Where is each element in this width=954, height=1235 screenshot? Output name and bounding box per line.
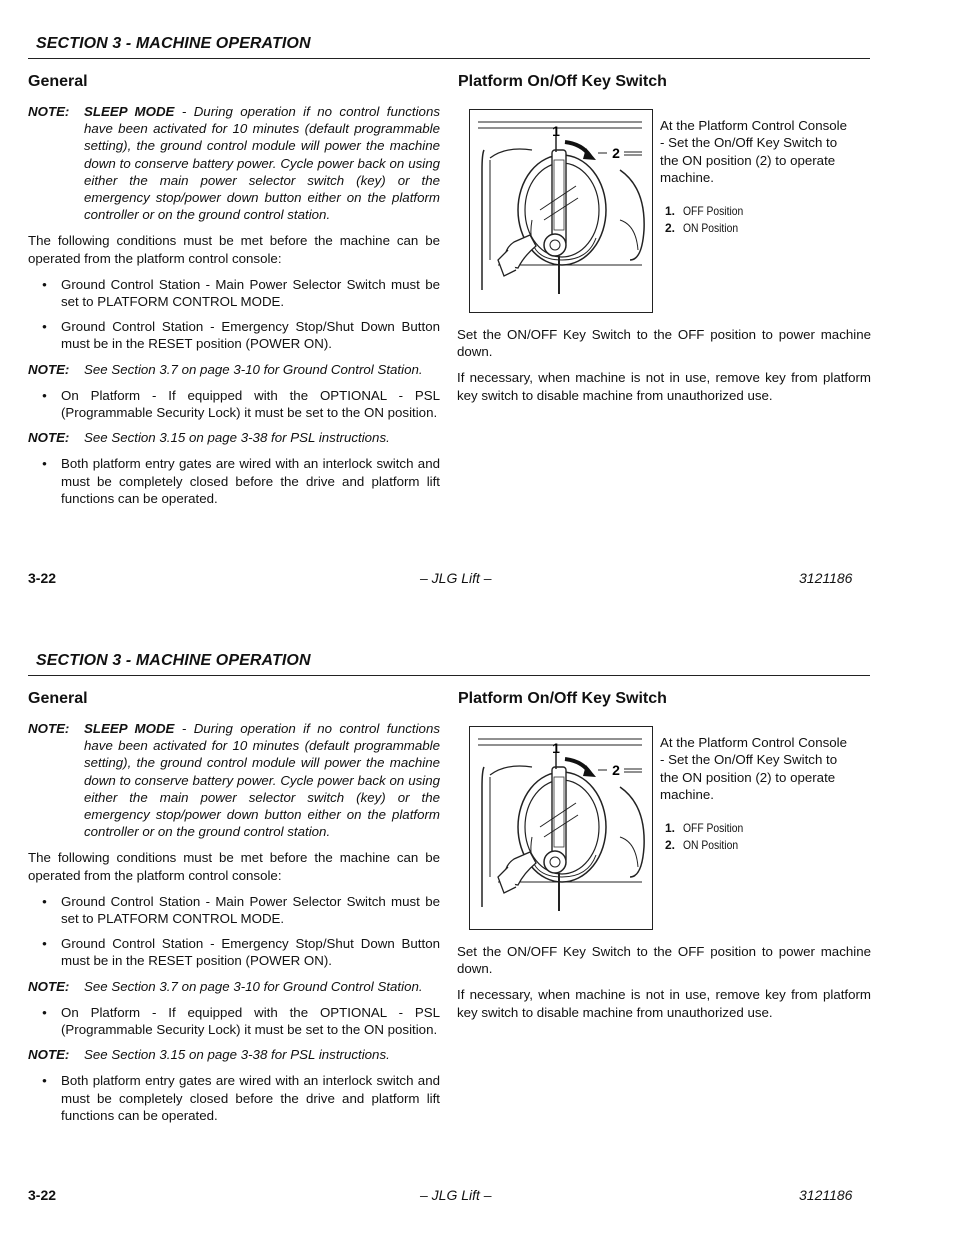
list-item: • On Platform - If equipped with the OPTIONAL - PSL (Programmable Security Lock) it must be set to the ON position. [42, 1004, 440, 1038]
document-number: 3121186 [799, 570, 853, 586]
note-text: - During operation if no control functions have been activated for 10 minutes (default programmable setting), the ground control module will power the machine down to conserve battery power. Cycle power back on using either the main power selector switch (key) or the emergency stop/power down button either on the platform controller or on the ground control station. [84, 721, 440, 840]
note-label: NOTE: [28, 1047, 70, 1063]
off-paragraph-text: Set the ON/OFF Key Switch to the OFF position to power machine down. [457, 944, 871, 977]
left-column [28, 103, 440, 515]
list-item: • Both platform entry gates are wired with an interlock switch and must be completely closed before the drive and platform lift functions can be operated. [42, 1073, 440, 1123]
note-body [84, 103, 440, 223]
list-item: • Ground Control Station - Emergency Stop/Shut Down Button must be in the RESET position (POWER ON). [42, 319, 440, 352]
list-item: • Both platform entry gates are wired with an interlock switch and must be completely closed before the drive and platform lift functions can be operated. [42, 456, 440, 506]
figure-caption: At the Platform Control Console - Set the On/Off Key Switch to the ON position (2) to operate machine. [660, 735, 847, 803]
note-text: See Section 3.7 on page 3-10 for Ground Control Station. [84, 361, 423, 377]
list-item-text: Ground Control Station - Main Power Selector Switch must be set to PLATFORM CONTROL MODE. [61, 276, 440, 310]
note-text: See Section 3.7 on page 3-10 for Ground Control Station. [84, 978, 423, 994]
remove-key-paragraph: If necessary, when machine is not in use, remove key from platform key switch to disable machine from unauthorized use. [457, 370, 871, 403]
note-lead: SLEEP MODE [84, 721, 175, 736]
list-item: • Ground Control Station - Main Power Selector Switch must be set to PLATFORM CONTROL MODE. [42, 276, 440, 310]
callout-1: 1 [552, 123, 560, 139]
figure-legend [665, 820, 753, 855]
legend-text: ON Position [683, 838, 739, 853]
note-text: See Section 3.15 on page 3-38 for PSL instructions. [84, 430, 390, 446]
off-paragraph [457, 326, 871, 413]
note-text: See Section 3.15 on page 3-38 for PSL instructions. [84, 1047, 390, 1063]
sleep-mode-note [28, 103, 440, 223]
note-label: NOTE: [28, 430, 70, 446]
note-text: - During operation if no control functions have been activated for 10 minutes (default programmable setting), the ground control module will power the machine down to conserve battery power. Cycle power back on using either the main power selector switch (key) or the emergency stop/power down button either on the platform controller or on the ground control station. [84, 104, 440, 223]
figure-legend [665, 203, 753, 238]
off-paragraph-text: Set the ON/OFF Key Switch to the OFF position to power machine down. [457, 327, 871, 360]
key-switch-figure [469, 109, 653, 313]
intro-paragraph: The following conditions must be met before the machine can be operated from the platform control console: [28, 233, 440, 266]
manual-page [0, 0, 954, 617]
list-item-text: Ground Control Station - Emergency Stop/Shut Down Button must be in the RESET position (POWER ON). [61, 936, 440, 969]
key-switch-heading: Platform On/Off Key Switch [458, 690, 667, 707]
list-item: • On Platform - If equipped with the OPTIONAL - PSL (Programmable Security Lock) it must be set to the ON position. [42, 387, 440, 421]
callout-2: 2 [612, 145, 620, 161]
key-switch-illustration [470, 110, 652, 312]
figure-caption: At the Platform Control Console - Set the On/Off Key Switch to the ON position (2) to operate machine. [660, 118, 847, 186]
key-switch-figure [469, 726, 653, 930]
list-item-text: On Platform - If equipped with the OPTIONAL - PSL (Programmable Security Lock) it must be set to the ON position. [61, 387, 440, 421]
list-item-text: Both platform entry gates are wired with an interlock switch and must be completely closed before the drive and platform lift functions can be operated. [61, 1073, 440, 1123]
intro-paragraph: The following conditions must be met before the machine can be operated from the platform control console: [28, 850, 440, 883]
header-rule [28, 675, 870, 676]
list-item: • Ground Control Station - Main Power Selector Switch must be set to PLATFORM CONTROL MODE. [42, 893, 440, 927]
section-title: SECTION 3 - MACHINE OPERATION [36, 652, 311, 669]
legend-item [665, 820, 753, 837]
list-item-text: Ground Control Station - Main Power Selector Switch must be set to PLATFORM CONTROL MODE. [61, 893, 440, 927]
key-switch-heading: Platform On/Off Key Switch [458, 73, 667, 90]
left-column [28, 720, 440, 1132]
note-label: NOTE: [28, 721, 70, 736]
legend-item [665, 203, 753, 220]
list-item-text: Ground Control Station - Emergency Stop/Shut Down Button must be in the RESET position (POWER ON). [61, 319, 440, 352]
document-number: 3121186 [799, 1187, 853, 1203]
general-heading: General [28, 690, 88, 707]
ground-station-note [28, 978, 440, 995]
remove-key-paragraph: If necessary, when machine is not in use, remove key from platform key switch to disable machine from unauthorized use. [457, 987, 871, 1020]
general-heading: General [28, 73, 88, 90]
key-switch-illustration [470, 727, 652, 929]
note-label: NOTE: [28, 361, 70, 377]
legend-text: ON Position [683, 221, 739, 236]
page-number: 3-22 [28, 570, 57, 586]
footer-center: – JLG Lift – [420, 1187, 492, 1203]
page-number: 3-22 [28, 1187, 57, 1203]
psl-note [28, 429, 440, 446]
legend-num: 1. [665, 821, 676, 835]
legend-num: 1. [665, 204, 676, 218]
ground-station-note [28, 361, 440, 378]
legend-text: OFF Position [683, 821, 744, 835]
callout-2: 2 [612, 762, 620, 778]
psl-note [28, 1046, 440, 1063]
list-item-text: On Platform - If equipped with the OPTIONAL - PSL (Programmable Security Lock) it must be set to the ON position. [61, 1004, 440, 1038]
note-lead: SLEEP MODE [84, 104, 175, 119]
legend-item [665, 837, 753, 854]
callout-1: 1 [552, 740, 560, 756]
section-title: SECTION 3 - MACHINE OPERATION [36, 35, 311, 52]
legend-text: OFF Position [683, 204, 744, 218]
footer-center: – JLG Lift – [420, 570, 492, 586]
legend-num: 2. [665, 221, 676, 236]
header-rule [28, 58, 870, 59]
sleep-mode-note [28, 720, 440, 840]
legend-num: 2. [665, 838, 676, 853]
off-paragraph [457, 943, 871, 1030]
note-label: NOTE: [28, 978, 70, 994]
note-label: NOTE: [28, 104, 70, 119]
legend-item [665, 220, 753, 237]
list-item: • Ground Control Station - Emergency Stop/Shut Down Button must be in the RESET position (POWER ON). [42, 936, 440, 969]
list-item-text: Both platform entry gates are wired with an interlock switch and must be completely closed before the drive and platform lift functions can be operated. [61, 456, 440, 506]
note-body [84, 720, 440, 840]
manual-page [0, 617, 954, 1234]
